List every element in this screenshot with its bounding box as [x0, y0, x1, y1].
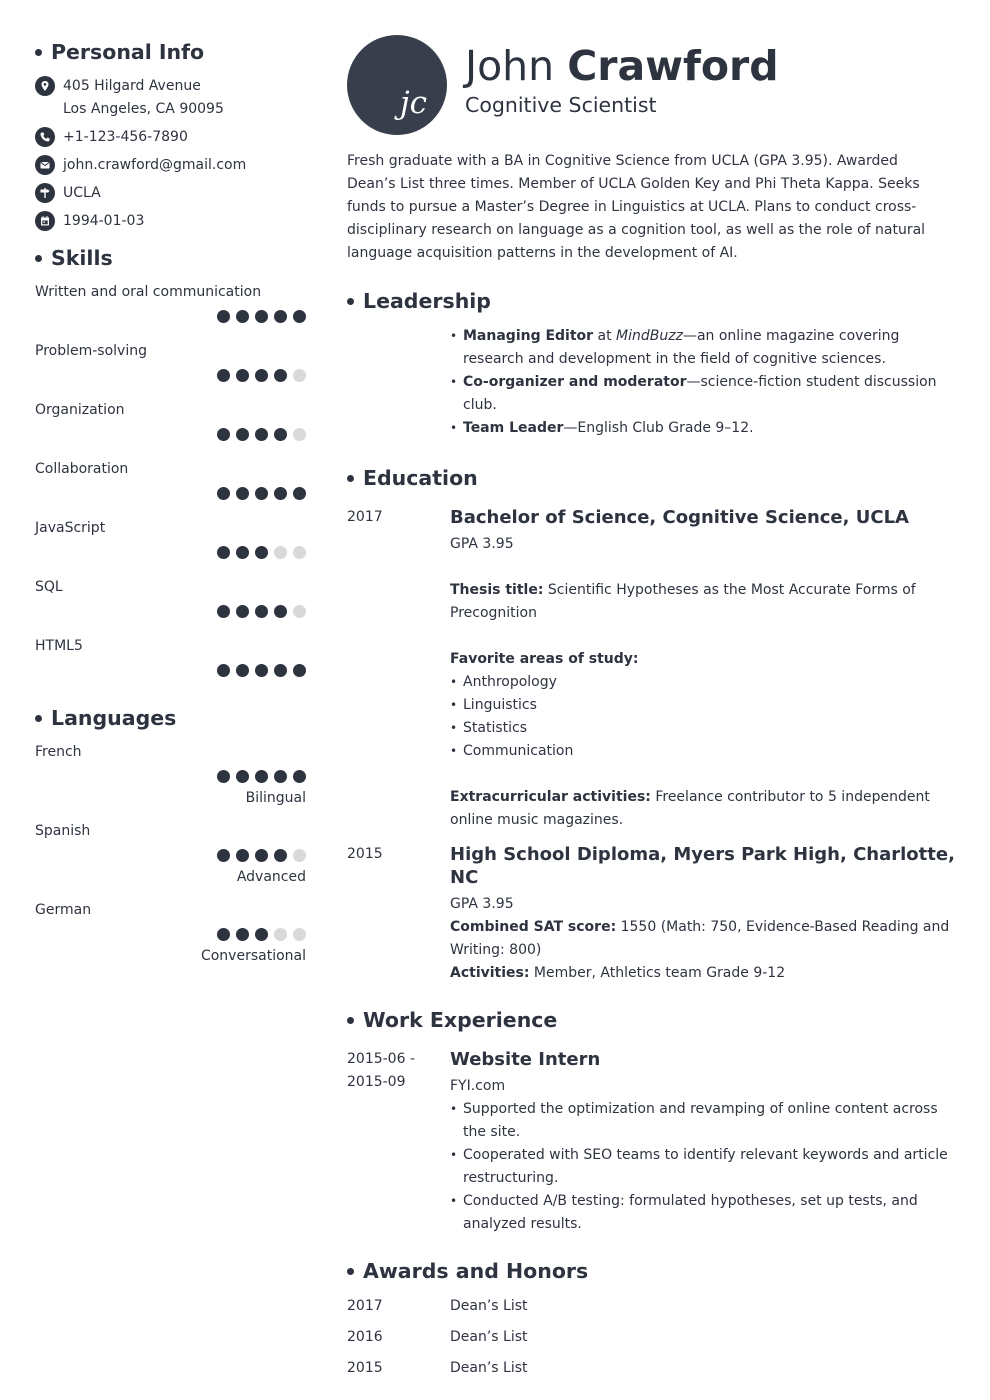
rating-dot-filled [255, 664, 268, 677]
degree-title: Bachelor of Science, Cognitive Science, UCLA [450, 507, 909, 528]
language-rating [35, 928, 306, 941]
sat-label: Combined SAT score: [450, 919, 617, 935]
role-description: —English Club Grade 9–12. [563, 420, 754, 436]
award-item [347, 1295, 957, 1318]
skill-item [35, 634, 306, 693]
language-name: French [35, 744, 82, 760]
skill-rating [35, 664, 306, 677]
rating-dot-filled [217, 605, 230, 618]
rating-dot-filled [236, 310, 249, 323]
address-text: 405 Hilgard Avenue Los Angeles, CA 90095 [63, 78, 224, 117]
rating-dot-filled [274, 664, 287, 677]
education-section [347, 464, 957, 985]
leadership-section [347, 287, 957, 440]
language-level: Conversational [200, 948, 306, 964]
award-name: Dean’s List [450, 1298, 528, 1314]
rating-dot-filled [236, 428, 249, 441]
gpa-text: GPA 3.95 [450, 536, 514, 552]
organization-name: MindBuzz [616, 328, 683, 344]
rating-dot-filled [255, 928, 268, 941]
areas-list [450, 671, 957, 763]
sat-text: 1550 (Math: 750, Evidence-Based Reading and Writing: 800) [450, 919, 950, 958]
rating-dot-filled [293, 310, 306, 323]
award-item [347, 1326, 957, 1349]
activities-line [450, 962, 957, 985]
rating-dot-filled [255, 605, 268, 618]
name-block [465, 35, 779, 119]
entry-date: 2015 [347, 846, 383, 862]
work-entry [347, 1048, 957, 1236]
rating-dot-empty [293, 605, 306, 618]
language-item [35, 740, 306, 819]
rating-dot-empty [274, 546, 287, 559]
rating-dot-filled [236, 770, 249, 783]
skills-list [35, 280, 306, 693]
thesis-label: Thesis title: [450, 582, 544, 598]
list-item: • Communication [450, 740, 957, 763]
leadership-list [450, 325, 957, 440]
phone-icon [35, 127, 55, 147]
last-name: Crawford [567, 42, 779, 90]
areas-label: Favorite areas of study: [450, 651, 639, 667]
language-name: German [35, 902, 92, 918]
role-description: —science-fiction student discussion club. [463, 374, 937, 413]
languages-heading [35, 704, 306, 732]
bullet-dot [35, 715, 42, 722]
language-rating [35, 849, 306, 862]
bullet-dot [347, 1268, 354, 1275]
rating-dot-filled [293, 487, 306, 500]
list-item: • Statistics [450, 717, 957, 740]
awards-section [347, 1257, 957, 1380]
skill-item [35, 398, 306, 457]
bullet-dot [347, 1017, 354, 1024]
language-item [35, 819, 306, 898]
rating-dot-filled [274, 487, 287, 500]
award-item [347, 1357, 957, 1380]
rating-dot-filled [255, 546, 268, 559]
rating-dot-filled [236, 487, 249, 500]
sat-line [450, 916, 957, 962]
email-text[interactable]: john.crawford@gmail.com [63, 157, 247, 173]
award-name: Dean’s List [450, 1329, 528, 1345]
duties-list [450, 1098, 957, 1236]
rating-dot-empty [293, 369, 306, 382]
degree-title: High School Diploma, Myers Park High, Charlotte, NC [450, 844, 955, 888]
languages-title: Languages [51, 706, 177, 730]
activities-label: Activities: [450, 965, 530, 981]
language-level: Bilingual [245, 790, 306, 806]
work-title: Work Experience [363, 1008, 558, 1032]
list-item [450, 325, 957, 371]
skill-item [35, 339, 306, 398]
rating-dot-filled [255, 310, 268, 323]
work-section [347, 1006, 957, 1236]
skills-heading [35, 244, 306, 272]
school-text: UCLA [63, 185, 101, 201]
entry-body [450, 506, 957, 832]
language-level: Advanced [236, 869, 306, 885]
skill-item [35, 280, 306, 339]
language-name: Spanish [35, 823, 91, 839]
skill-rating [35, 310, 306, 323]
rating-dot-filled [217, 487, 230, 500]
summary-text: Fresh graduate with a BA in Cognitive Science from UCLA (GPA 3.95). Awarded Dean’s List three times. Member of UCLA Golden Key and Phi Theta Kappa. Seeks funds to pursue a Master’s Degree in Linguistics at UCLA. Plans to conduct cross-disciplinary research on language as a cognition tool, as well as the role of natural language acquisition patterns in the development of AI. [347, 153, 926, 261]
rating-dot-filled [236, 546, 249, 559]
skill-name: Collaboration [35, 461, 129, 477]
phone-text[interactable]: +1-123-456-7890 [63, 129, 188, 145]
entry-date: 2015-06 - 2015-09 [347, 1051, 415, 1090]
skill-rating [35, 605, 306, 618]
birthdate-text: 1994-01-03 [63, 213, 145, 229]
rating-dot-filled [217, 369, 230, 382]
rating-dot-filled [255, 849, 268, 862]
company-name: FYI.com [450, 1078, 506, 1094]
rating-dot-empty [293, 928, 306, 941]
bullet-dot [347, 298, 354, 305]
gpa-text: GPA 3.95 [450, 896, 514, 912]
bullet-dot [35, 49, 42, 56]
extracurricular-line [450, 786, 957, 832]
phone-row [35, 126, 306, 149]
skill-item [35, 575, 306, 634]
rating-dot-filled [236, 928, 249, 941]
rating-dot-empty [293, 849, 306, 862]
role-label: Managing Editor [463, 328, 594, 344]
avatar-initials: jc [400, 85, 427, 121]
role-connector: at [593, 328, 617, 344]
award-year: 2017 [347, 1298, 383, 1314]
rating-dot-filled [217, 546, 230, 559]
rating-dot-filled [217, 428, 230, 441]
languages-list [35, 740, 306, 977]
skill-name: Organization [35, 402, 125, 418]
thesis-line [450, 579, 957, 625]
skill-rating [35, 369, 306, 382]
education-heading [347, 464, 957, 492]
rating-dot-filled [236, 849, 249, 862]
calendar-icon [35, 211, 55, 231]
role-description: —an online magazine covering research and development in the field of cognitive sciences. [463, 328, 900, 367]
skill-item [35, 457, 306, 516]
school-row [35, 182, 306, 205]
list-item [450, 371, 957, 417]
rating-dot-filled [274, 369, 287, 382]
award-year: 2015 [347, 1360, 383, 1376]
skill-item [35, 516, 306, 575]
rating-dot-empty [274, 928, 287, 941]
email-icon [35, 155, 55, 175]
job-position: Website Intern [450, 1049, 601, 1070]
signpost-icon [35, 183, 55, 203]
award-name: Dean’s List [450, 1360, 528, 1376]
skill-rating [35, 546, 306, 559]
skill-name: Problem-solving [35, 343, 147, 359]
rating-dot-filled [217, 849, 230, 862]
list-item: • Linguistics [450, 694, 957, 717]
rating-dot-empty [293, 428, 306, 441]
education-title: Education [363, 466, 478, 490]
personal-info-heading [35, 38, 306, 66]
list-item [450, 417, 957, 440]
rating-dot-filled [274, 428, 287, 441]
entry-date: 2017 [347, 509, 383, 525]
list-item: • Conducted A/B testing: formulated hypotheses, set up tests, and analyzed results. [450, 1190, 957, 1236]
rating-dot-filled [274, 605, 287, 618]
activities-text: Member, Athletics team Grade 9-12 [529, 965, 786, 981]
awards-title: Awards and Honors [363, 1259, 589, 1283]
sidebar [35, 38, 306, 977]
rating-dot-filled [236, 664, 249, 677]
entry-body [450, 1048, 957, 1236]
birthdate-row [35, 210, 306, 233]
skill-name: JavaScript [35, 520, 106, 536]
skill-name: Written and oral communication [35, 284, 262, 300]
award-year: 2016 [347, 1329, 383, 1345]
avatar [347, 35, 447, 135]
skill-rating [35, 428, 306, 441]
bullet-dot [347, 475, 354, 482]
skills-title: Skills [51, 246, 113, 270]
education-entry [347, 506, 957, 832]
skill-name: SQL [35, 579, 63, 595]
leadership-heading [347, 287, 957, 315]
email-row [35, 154, 306, 177]
skill-rating [35, 487, 306, 500]
first-name: John [465, 42, 555, 90]
role-label: Team Leader [463, 420, 564, 436]
rating-dot-filled [236, 605, 249, 618]
rating-dot-filled [217, 770, 230, 783]
rating-dot-filled [274, 770, 287, 783]
personal-info-title: Personal Info [51, 40, 205, 64]
rating-dot-filled [274, 310, 287, 323]
awards-heading [347, 1257, 957, 1285]
job-title: Cognitive Scientist [465, 93, 657, 117]
rating-dot-filled [274, 849, 287, 862]
rating-dot-filled [293, 664, 306, 677]
extracurricular-text: Freelance contributor to 5 independent online music magazines. [450, 789, 930, 828]
resume-header [347, 35, 957, 135]
personal-info-list [35, 75, 306, 233]
bullet-dot [35, 255, 42, 262]
rating-dot-filled [217, 310, 230, 323]
language-rating [35, 770, 306, 783]
location-pin-icon [35, 76, 55, 96]
extracurricular-label: Extracurricular activities: [450, 789, 651, 805]
work-heading [347, 1006, 957, 1034]
entry-body [450, 843, 957, 985]
education-entry [347, 843, 957, 985]
address-row [35, 75, 306, 121]
rating-dot-filled [255, 369, 268, 382]
list-item: • Supported the optimization and revamping of online content across the site. [450, 1098, 957, 1144]
list-item: • Anthropology [450, 671, 957, 694]
rating-dot-filled [217, 928, 230, 941]
rating-dot-filled [217, 664, 230, 677]
leadership-title: Leadership [363, 289, 491, 313]
thesis-text: Scientific Hypotheses as the Most Accurate Forms of Precognition [450, 582, 916, 621]
role-label: Co-organizer and moderator [463, 374, 687, 390]
language-item [35, 898, 306, 977]
rating-dot-filled [255, 487, 268, 500]
rating-dot-filled [255, 428, 268, 441]
rating-dot-filled [255, 770, 268, 783]
list-item: • Cooperated with SEO teams to identify relevant keywords and article restructuring. [450, 1144, 957, 1190]
main-content [347, 35, 957, 1388]
rating-dot-filled [236, 369, 249, 382]
rating-dot-empty [293, 546, 306, 559]
full-name [465, 43, 779, 89]
skill-name: HTML5 [35, 638, 83, 654]
rating-dot-filled [293, 770, 306, 783]
